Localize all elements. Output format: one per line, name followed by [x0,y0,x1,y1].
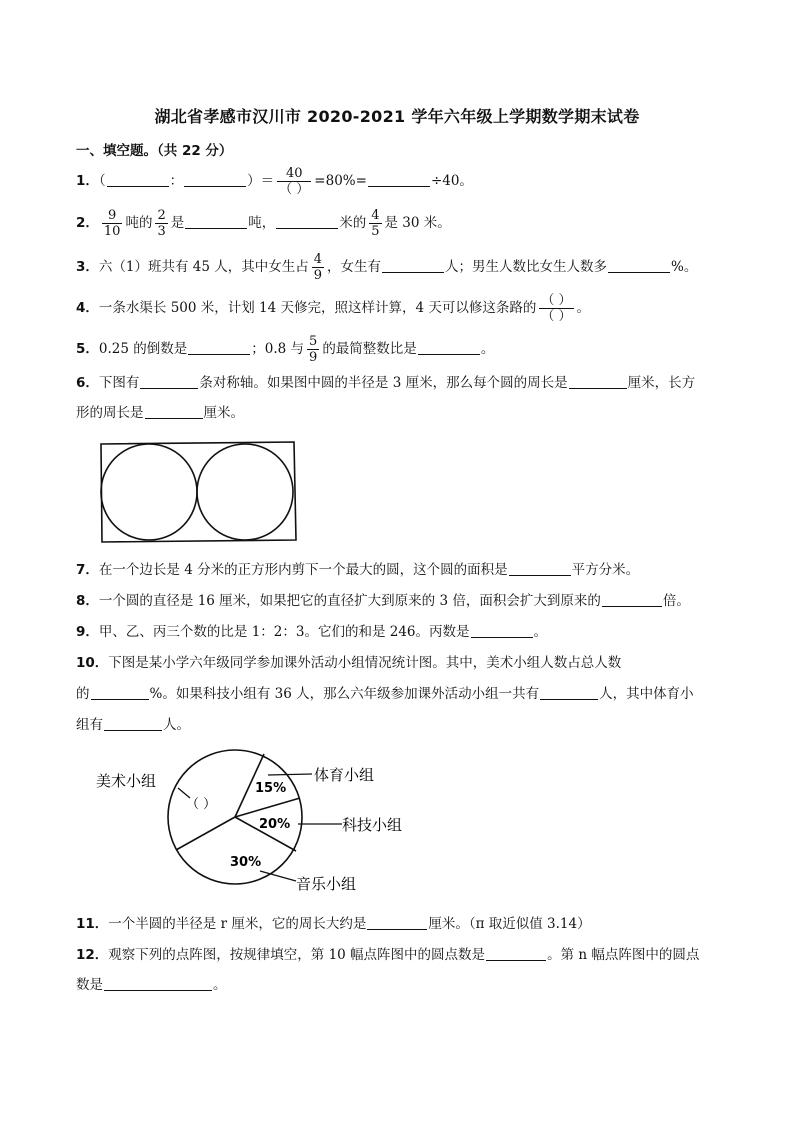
question-5 [76,334,494,365]
fraction [369,208,381,239]
question-11 [76,914,591,934]
question-number: 11． [76,916,109,932]
numerator: 4 [313,252,323,267]
question-10-continued-2 [76,715,190,735]
question-6 [76,373,695,393]
question-number: 12． [76,947,109,963]
question-number: 8． [76,593,99,609]
denominator: 9 [309,350,318,365]
text: 0.25 的倒数是 [98,341,188,357]
fraction [307,334,319,365]
text: 米的 [339,215,367,231]
text: 条对称轴。如果图中圆的半径是 3 厘米，那么每个圆的周长是 [199,375,568,391]
text: 一条水渠长 500 米，计划 14 天修完，照这样计算，4 天可以修这条路的 [98,300,537,316]
question-number: 10． [76,655,109,671]
question-4 [76,293,590,324]
activity-group-pie-chart [90,748,420,896]
answer-blank[interactable] [602,591,662,607]
question-12-continued [76,975,227,995]
left-circle [101,444,197,540]
denominator: 3 [157,224,166,239]
question-number: 1． [76,173,99,189]
denominator: 5 [371,224,380,239]
text: 甲、乙、丙三个数的比是 1：2：3。它们的和是 246。丙数是 [98,624,470,640]
text: 倍。 [662,593,690,609]
right-circle [197,444,293,540]
text: 。第 n 幅点阵图中的圆点 [547,947,700,963]
text: 观察下列的点阵图，按规律填空，第 10 幅点阵图中的圆点数是 [108,947,486,963]
fraction [277,166,311,197]
question-9 [76,622,547,642]
text: ： [169,173,184,189]
pct-tech: 20% [259,817,291,832]
text: 的 [76,686,90,702]
question-12 [76,945,699,965]
question-10 [76,653,621,673]
text: 。 [213,977,227,993]
answer-blank[interactable] [608,257,670,273]
answer-blank[interactable] [569,373,627,389]
answer-blank[interactable] [188,339,250,355]
text: 是 [170,215,185,231]
answer-blank[interactable] [104,715,162,731]
numerator: 2 [157,208,166,223]
question-2 [76,208,451,239]
answer-blank[interactable] [486,945,546,961]
text: 下图有 [98,375,140,391]
question-6-continued [76,403,244,423]
text: 。 [576,300,591,316]
question-number: 4． [76,300,99,316]
text: 一个半圆的半径是 r 厘米，它的周长大约是 [108,916,367,932]
numerator: 9 [108,208,117,223]
pie-divider-tech [235,798,300,817]
text: %。 [671,259,698,275]
label-music: 音乐小组 [296,875,357,893]
text: 吨的 [125,215,153,231]
question-number: 7． [76,562,99,578]
exam-title: 湖北省孝感市汉川市 2020-2021 学年六年级上学期数学期末试卷 [154,107,640,126]
label-tech: 科技小组 [342,816,403,834]
text: 的最简整数比是 [322,341,417,357]
answer-blank[interactable] [509,560,571,576]
text: 形的周长是 [76,405,144,421]
text: ；0.8 与 [251,341,305,357]
text: 。 [533,624,548,640]
answer-blank[interactable] [540,684,598,700]
pct-sport: 15% [255,781,287,796]
answer-blank[interactable] [418,339,480,355]
question-7 [76,560,639,580]
answer-blank[interactable] [104,975,212,991]
pie-divider-art [176,817,235,850]
text: 是 30 米。 [384,215,451,231]
answer-blank[interactable] [471,622,533,638]
text: ÷40。 [430,173,473,189]
answer-blank[interactable] [368,171,430,187]
answer-blank[interactable] [91,684,149,700]
text: 厘米。（π 取近似值 3.14） [428,916,591,932]
answer-blank[interactable] [145,403,203,419]
rectangle-outline [101,442,296,542]
pct-music: 30% [230,855,262,870]
numerator: 40 [285,166,303,181]
text: 厘米，长方 [627,375,696,391]
denominator: 9 [313,268,323,283]
numerator: 5 [309,334,318,349]
text: =80%= [314,173,367,189]
section-heading: 一、填空题。（共 22 分） [76,143,233,159]
text: 下图是某小学六年级同学参加课外活动小组情况统计图。其中，美术小组人数占总人数 [108,655,622,671]
answer-blank[interactable] [367,914,427,930]
denominator[interactable]: （ ） [279,182,310,197]
question-10-continued [76,684,694,704]
text: 人，其中体育小 [599,686,694,702]
question-number: 5． [76,341,99,357]
text: 一个圆的直径是 16 厘米，如果把它的直径扩大到原来的 3 倍，面积会扩大到原来的 [98,593,601,609]
fraction [102,208,123,239]
numerator[interactable]: （ ） [541,293,572,308]
text: （ [98,173,106,189]
answer-blank[interactable] [184,171,246,187]
text: 人；男生人数比女生人数多 [445,259,608,275]
question-number: 6． [76,375,99,391]
fraction [155,208,167,239]
denominator[interactable]: （ ） [541,309,572,324]
text: 人。 [163,717,190,733]
fraction [539,293,573,324]
question-1 [76,166,473,197]
leader-sport [268,774,312,775]
label-sport: 体育小组 [314,766,375,784]
question-8 [76,591,690,611]
text: %。如果科技小组有 36 人，那么六年级参加课外活动小组一共有 [149,686,540,702]
text: ，女生有 [327,259,382,275]
text: 在一个边长是 4 分米的正方形内剪下一个最大的圆，这个圆的面积是 [98,562,508,578]
label-art: 美术小组 [96,772,157,790]
text: 厘米。 [203,405,244,421]
denominator: 10 [103,224,121,239]
answer-blank[interactable] [185,213,247,229]
pct-art-blank[interactable]: （ ） [186,797,217,812]
rectangle-two-circles-figure [96,436,301,546]
text: 平方分米。 [571,562,640,578]
text: 六（1）班共有 45 人，其中女生占 [98,259,309,275]
answer-blank[interactable] [382,257,444,273]
text: ）＝ [247,173,275,189]
text: 组有 [76,717,103,733]
text: 数是 [76,977,103,993]
question-number: 3． [76,259,99,275]
numerator: 4 [371,208,380,223]
question-3 [76,252,697,283]
answer-blank[interactable] [276,213,338,229]
question-number: 9． [76,624,99,640]
question-number: 2． [76,215,99,231]
answer-blank[interactable] [140,373,198,389]
fraction [312,252,324,283]
text: 吨， [248,215,276,231]
answer-blank[interactable] [107,171,169,187]
text: 。 [480,341,495,357]
